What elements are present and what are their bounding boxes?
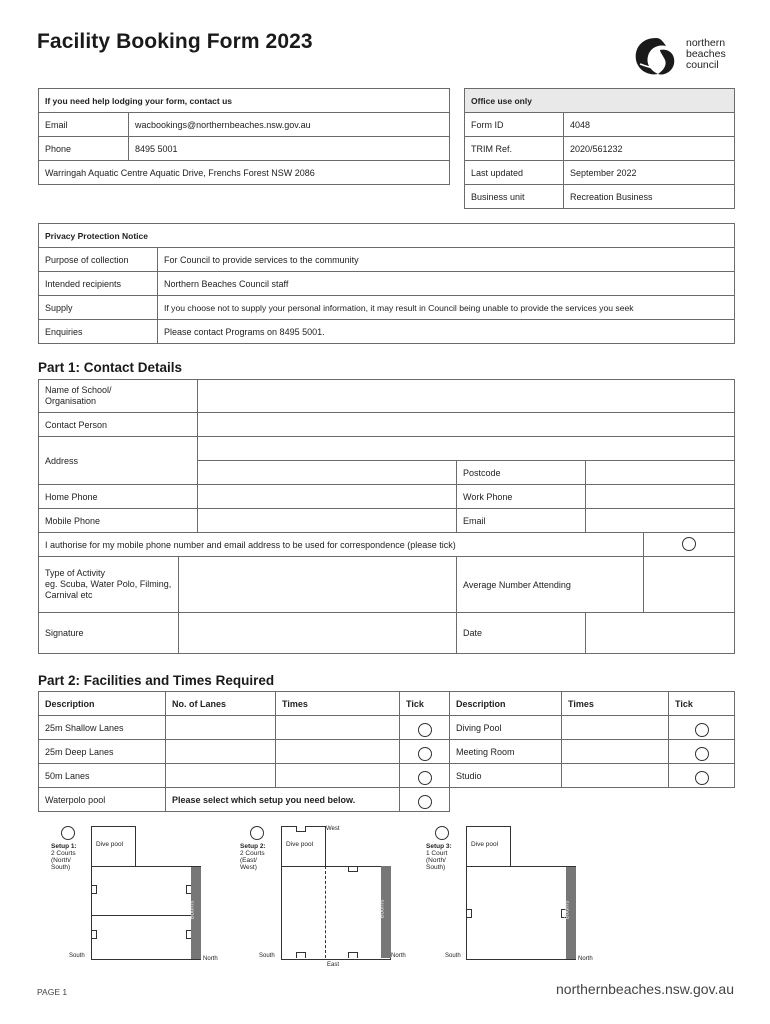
tick-radio[interactable] bbox=[418, 771, 432, 785]
office-use-table bbox=[464, 88, 735, 209]
privacy-label: Supply bbox=[39, 296, 158, 320]
facility-row-label: 25m Shallow Lanes bbox=[39, 716, 166, 740]
tick-radio[interactable] bbox=[695, 747, 709, 761]
facility-row-label: Studio bbox=[450, 764, 562, 788]
tick-radio[interactable] bbox=[418, 795, 432, 809]
page-number: PAGE 1 bbox=[37, 987, 68, 997]
date-field[interactable] bbox=[586, 613, 735, 654]
setup1-radio[interactable] bbox=[61, 826, 75, 840]
setup1-goal bbox=[92, 930, 97, 939]
privacy-value: If you choose not to supply your personal information, it may result in Council being unable to provide the services you seek bbox=[158, 296, 735, 320]
date-label: Date bbox=[457, 613, 586, 654]
privacy-label: Enquiries bbox=[39, 320, 158, 344]
council-logo-icon bbox=[630, 34, 682, 78]
times-field[interactable] bbox=[276, 764, 400, 788]
tick-radio[interactable] bbox=[418, 747, 432, 761]
setup1-dive-label: Dive pool bbox=[96, 841, 124, 848]
setup1-south-label: South bbox=[69, 953, 85, 959]
help-phone-label: Phone bbox=[39, 137, 129, 161]
address-label: Address bbox=[39, 437, 198, 485]
setup2-booms-label: Booms bbox=[379, 899, 386, 919]
activity-type-field[interactable] bbox=[179, 557, 457, 613]
signature-label: Signature bbox=[39, 613, 179, 654]
office-value: 4048 bbox=[564, 113, 735, 137]
col-description: Description bbox=[39, 692, 166, 716]
tick-cell[interactable] bbox=[669, 740, 735, 764]
address-field-line1[interactable] bbox=[198, 437, 735, 461]
setup2-title: Setup 2: bbox=[240, 843, 266, 850]
contact-details-table bbox=[38, 379, 735, 654]
help-phone-value: 8495 5001 bbox=[129, 137, 450, 161]
setup1-label bbox=[51, 843, 91, 871]
help-email-label: Email bbox=[39, 113, 129, 137]
activity-type-label: Type of Activity eg. Scuba, Water Polo, Filming, Carnival etc bbox=[39, 557, 179, 613]
org-name-label: Name of School/ Organisation bbox=[39, 380, 198, 413]
office-value: September 2022 bbox=[564, 161, 735, 185]
setup1-booms bbox=[191, 867, 201, 959]
facility-row-label: Diving Pool bbox=[450, 716, 562, 740]
facilities-right-table bbox=[449, 691, 735, 788]
setup1-pool bbox=[91, 866, 201, 960]
tick-cell[interactable] bbox=[669, 716, 735, 740]
times-field[interactable] bbox=[562, 716, 669, 740]
tick-cell[interactable] bbox=[400, 716, 450, 740]
authorise-tick-cell[interactable] bbox=[644, 533, 735, 557]
help-heading: If you need help lodging your form, contact us bbox=[39, 89, 450, 113]
tick-cell[interactable] bbox=[400, 740, 450, 764]
tick-cell[interactable] bbox=[400, 788, 450, 812]
office-label: Business unit bbox=[465, 185, 564, 209]
setup3-title: Setup 3: bbox=[426, 843, 452, 850]
work-phone-label: Work Phone bbox=[457, 485, 586, 509]
contact-person-label: Contact Person bbox=[39, 413, 198, 437]
work-phone-field[interactable] bbox=[586, 485, 735, 509]
setup2-goal bbox=[296, 952, 306, 958]
lanes-field[interactable] bbox=[166, 740, 276, 764]
tick-radio[interactable] bbox=[695, 771, 709, 785]
setup2-desc: 2 Courts (East/ West) bbox=[240, 850, 265, 871]
authorise-statement: I authorise for my mobile phone number and email address to be used for correspondence (please tick) bbox=[39, 533, 644, 557]
privacy-value: For Council to provide services to the community bbox=[158, 248, 735, 272]
privacy-heading: Privacy Protection Notice bbox=[39, 224, 735, 248]
tick-radio[interactable] bbox=[418, 723, 432, 737]
org-name-field[interactable] bbox=[198, 380, 735, 413]
office-label: Last updated bbox=[465, 161, 564, 185]
home-phone-label: Home Phone bbox=[39, 485, 198, 509]
privacy-notice-table bbox=[38, 223, 735, 344]
address-field-line2[interactable] bbox=[198, 461, 457, 485]
council-logo-text bbox=[686, 38, 726, 71]
lanes-field[interactable] bbox=[166, 716, 276, 740]
setup2-court-divider bbox=[325, 866, 326, 958]
email-label: Email bbox=[457, 509, 586, 533]
col-lanes: No. of Lanes bbox=[166, 692, 276, 716]
logo-line-2: beaches bbox=[686, 48, 726, 60]
setup2-west-label: West bbox=[326, 826, 340, 832]
setup3-south-label: South bbox=[445, 953, 461, 959]
tick-cell[interactable] bbox=[669, 764, 735, 788]
setup3-label bbox=[426, 843, 466, 871]
setup3-booms bbox=[566, 867, 576, 959]
help-contact-table bbox=[38, 88, 450, 185]
setup1-north-label: North bbox=[203, 956, 218, 962]
setup2-radio[interactable] bbox=[250, 826, 264, 840]
setup3-desc: 1 Court (North/ South) bbox=[426, 850, 448, 871]
lanes-field[interactable] bbox=[166, 764, 276, 788]
col-times: Times bbox=[276, 692, 400, 716]
col-times: Times bbox=[562, 692, 669, 716]
setup3-north-label: North bbox=[578, 956, 593, 962]
waterpolo-note: Please select which setup you need below. bbox=[166, 788, 400, 812]
privacy-value: Northern Beaches Council staff bbox=[158, 272, 735, 296]
setup1-booms-label: Booms bbox=[189, 900, 196, 920]
col-tick: Tick bbox=[400, 692, 450, 716]
logo-line-3: council bbox=[686, 59, 719, 71]
mobile-phone-label: Mobile Phone bbox=[39, 509, 198, 533]
office-heading: Office use only bbox=[465, 89, 735, 113]
setup3-radio[interactable] bbox=[435, 826, 449, 840]
setup2-goal bbox=[296, 826, 306, 832]
facilities-left-table bbox=[38, 691, 450, 812]
setup1-goal bbox=[92, 885, 97, 894]
postcode-field[interactable] bbox=[586, 461, 735, 485]
setup1-desc: 2 Courts (North/ South) bbox=[51, 850, 76, 871]
setup2-label bbox=[240, 843, 282, 871]
mobile-phone-field[interactable] bbox=[198, 509, 457, 533]
contact-person-field[interactable] bbox=[198, 413, 735, 437]
col-description: Description bbox=[450, 692, 562, 716]
part2-heading: Part 2: Facilities and Times Required bbox=[38, 673, 275, 688]
tick-radio[interactable] bbox=[695, 723, 709, 737]
facility-row-label: Meeting Room bbox=[450, 740, 562, 764]
setup3-dive-label: Dive pool bbox=[471, 841, 499, 848]
setup2-booms bbox=[381, 866, 391, 958]
help-email-value: wacbookings@northernbeaches.nsw.gov.au bbox=[129, 113, 450, 137]
office-label: TRIM Ref. bbox=[465, 137, 564, 161]
facility-row-label: 25m Deep Lanes bbox=[39, 740, 166, 764]
setup3-pool bbox=[466, 866, 576, 960]
setup2-east-label: East bbox=[327, 962, 340, 968]
setup3-booms-label: Booms bbox=[564, 900, 571, 920]
setup2-south-label: South bbox=[259, 953, 275, 959]
times-field[interactable] bbox=[562, 764, 669, 788]
postcode-label: Postcode bbox=[457, 461, 586, 485]
attending-label: Average Number Attending bbox=[457, 557, 644, 613]
setup2-pool bbox=[281, 866, 391, 960]
help-address: Warringah Aquatic Centre Aquatic Drive, Frenchs Forest NSW 2086 bbox=[39, 161, 450, 185]
setup2-pool-edge bbox=[281, 866, 326, 867]
part1-heading: Part 1: Contact Details bbox=[38, 360, 183, 375]
office-value: Recreation Business bbox=[564, 185, 735, 209]
attending-field[interactable] bbox=[644, 557, 735, 613]
authorise-tick-radio[interactable] bbox=[682, 537, 696, 551]
setup1-court-divider bbox=[92, 915, 192, 916]
col-tick: Tick bbox=[669, 692, 735, 716]
facility-row-label: 50m Lanes bbox=[39, 764, 166, 788]
privacy-label: Intended recipients bbox=[39, 272, 158, 296]
privacy-value: Please contact Programs on 8495 5001. bbox=[158, 320, 735, 344]
logo-line-1: northern bbox=[686, 37, 726, 49]
home-phone-field[interactable] bbox=[198, 485, 457, 509]
signature-field[interactable] bbox=[179, 613, 457, 654]
times-field[interactable] bbox=[276, 716, 400, 740]
setup2-north-label: North bbox=[391, 953, 406, 959]
setup1-title: Setup 1: bbox=[51, 843, 77, 850]
office-label: Form ID bbox=[465, 113, 564, 137]
email-field[interactable] bbox=[586, 509, 735, 533]
office-value: 2020/561232 bbox=[564, 137, 735, 161]
setup2-goal bbox=[348, 952, 358, 958]
tick-cell[interactable] bbox=[400, 764, 450, 788]
facility-row-label: Waterpolo pool bbox=[39, 788, 166, 812]
setup3-goal bbox=[467, 909, 472, 918]
times-field[interactable] bbox=[562, 740, 669, 764]
footer-url[interactable]: northernbeaches.nsw.gov.au bbox=[556, 981, 734, 997]
page-title: Facility Booking Form 2023 bbox=[37, 30, 313, 53]
setup2-dive-pool bbox=[281, 826, 326, 867]
setup2-dive-label: Dive pool bbox=[286, 841, 314, 848]
privacy-label: Purpose of collection bbox=[39, 248, 158, 272]
setup2-pool-edge bbox=[326, 866, 381, 867]
times-field[interactable] bbox=[276, 740, 400, 764]
setup1-dive-pool bbox=[91, 826, 136, 867]
setup3-dive-pool bbox=[466, 826, 511, 867]
